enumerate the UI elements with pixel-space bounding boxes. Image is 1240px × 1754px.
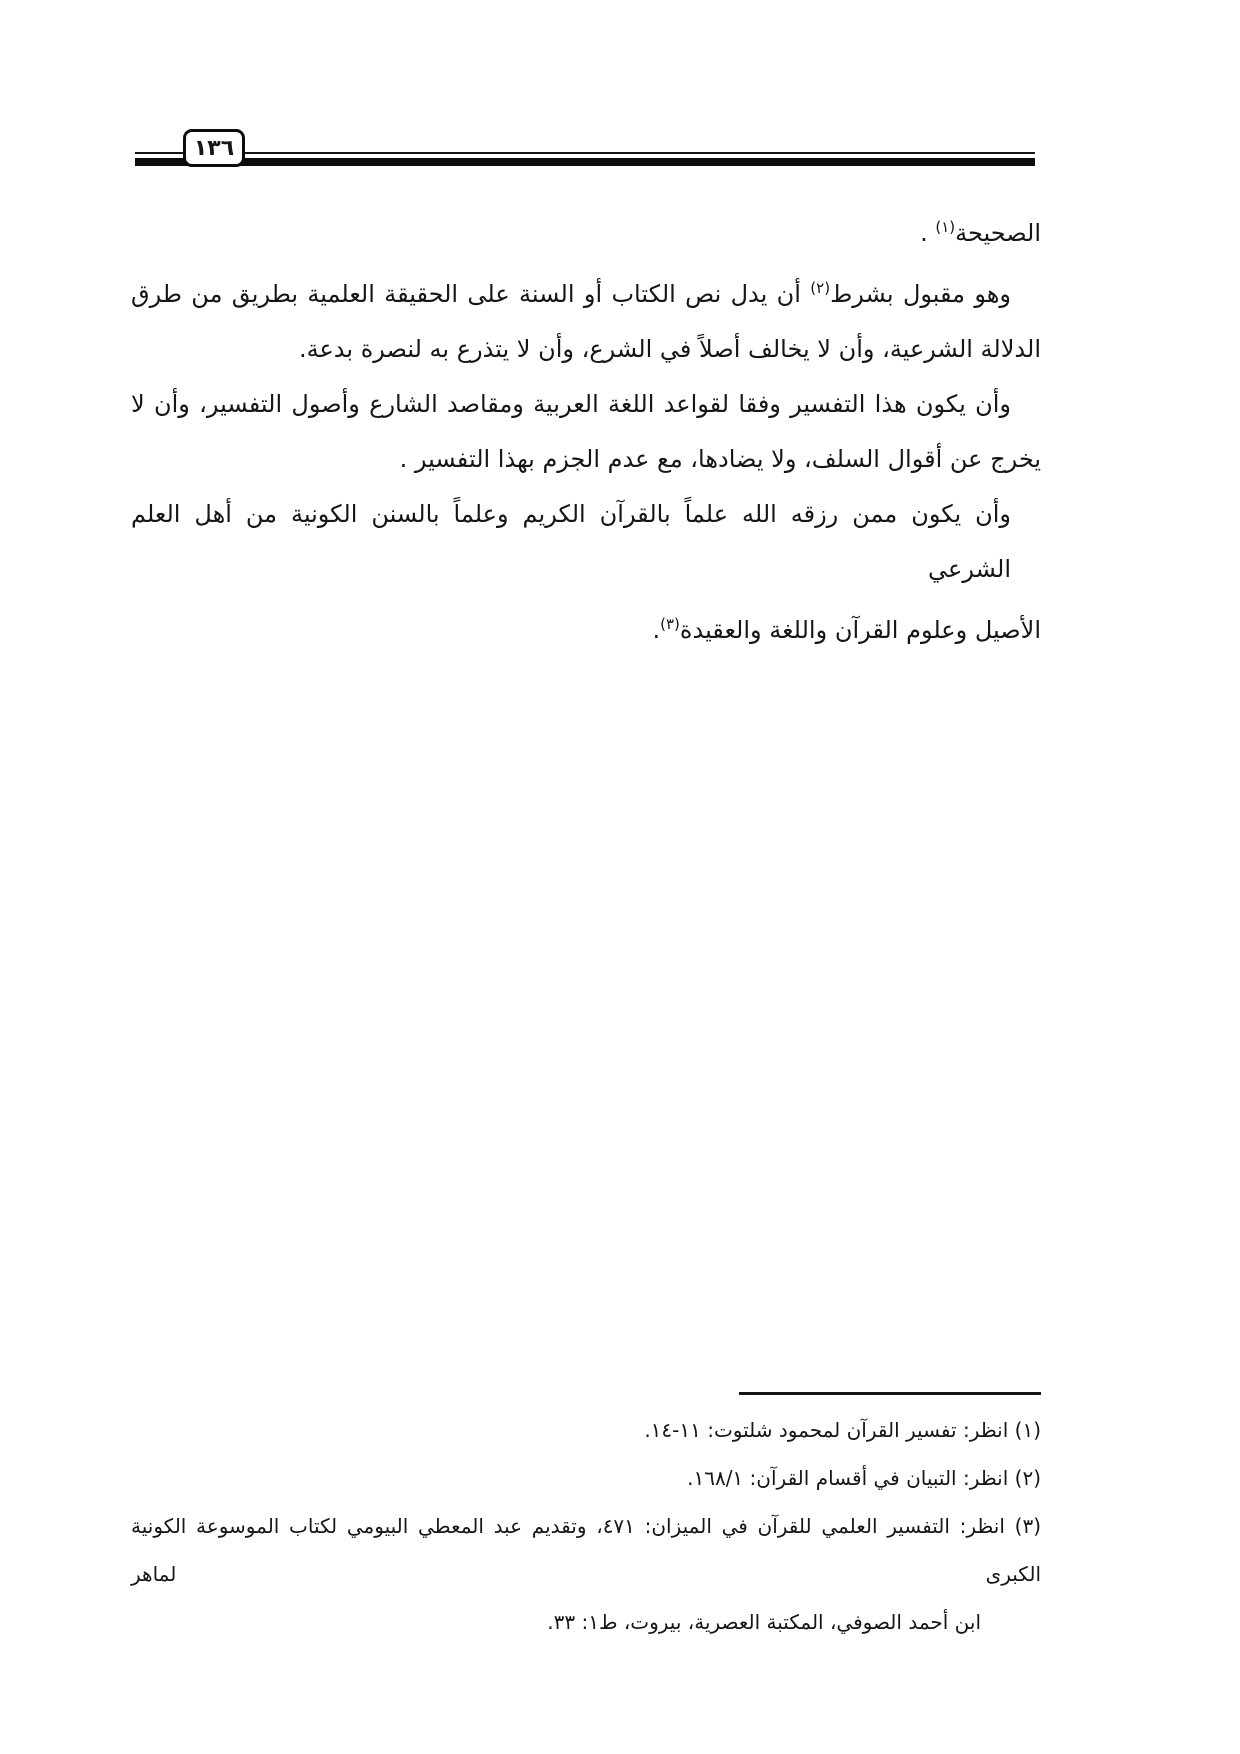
footnotes-section [131, 1406, 1041, 1646]
text-run: وهو مقبول بشرط [830, 280, 1011, 308]
text-run: وأن يكون هذا التفسير وفقا لقواعد اللغة العربية ومقاصد الشارع وأصول التفسير، وأن لا [131, 390, 1011, 418]
body-line [131, 377, 1041, 432]
body-line [131, 487, 1041, 597]
text-run: الدلالة الشرعية، وأن لا يخالف أصلاً في الشرع، وأن لا يتذرع به لنصرة بدعة. [298, 335, 1041, 363]
footnote-line-2: (٢) انظر: التبيان في أقسام القرآن: ١٦٨/١. [687, 1466, 1041, 1490]
footnote-separator [739, 1392, 1041, 1395]
body-line [131, 432, 1041, 487]
text-run: . [920, 219, 936, 247]
page-number: ١٣٦ [193, 135, 235, 161]
body-line [131, 322, 1041, 377]
footnote-ref-3: (٣) [660, 615, 680, 633]
text-run: أن يدل نص الكتاب أو السنة على الحقيقة العلمية بطريق من طرق [131, 280, 811, 308]
body-line [131, 597, 1041, 658]
text-run: يخرج عن أقوال السلف، ولا يضادها، مع عدم الجزم بهذا التفسير . [399, 445, 1041, 473]
text-run: وأن يكون ممن رزقه الله علماً بالقرآن الكريم وعلماً بالسنن الكونية من أهل العلم الشرعي [131, 500, 1011, 583]
footnote-ref-2: (٢) [810, 279, 831, 297]
text-run: الصحيحة [955, 219, 1041, 247]
body-line [131, 200, 1041, 261]
body-line [131, 261, 1041, 322]
body-text [131, 200, 1041, 658]
text-run: . [652, 616, 661, 644]
footnote-line-3-continued: ابن أحمد الصوفي، المكتبة العصرية، بيروت، ط١: ٣٣. [547, 1610, 981, 1634]
footnote-ref-1: (١) [935, 218, 956, 236]
header-rule-thick [135, 158, 1035, 166]
text-run: الأصيل وعلوم القرآن واللغة والعقيدة [679, 616, 1041, 644]
footnote-line-1: (١) انظر: تفسير القرآن لمحمود شلتوت: ١١-١٤. [644, 1418, 1041, 1442]
header-rule-thin [135, 152, 1035, 154]
footnote-line-3: (٣) انظر: التفسير العلمي للقرآن في الميزان: ٤٧١، وتقديم عبد المعطي البيومي لكتاب الموسوعة الكونية الكبرى لماهر [131, 1514, 1041, 1586]
page-number-badge [183, 129, 245, 167]
